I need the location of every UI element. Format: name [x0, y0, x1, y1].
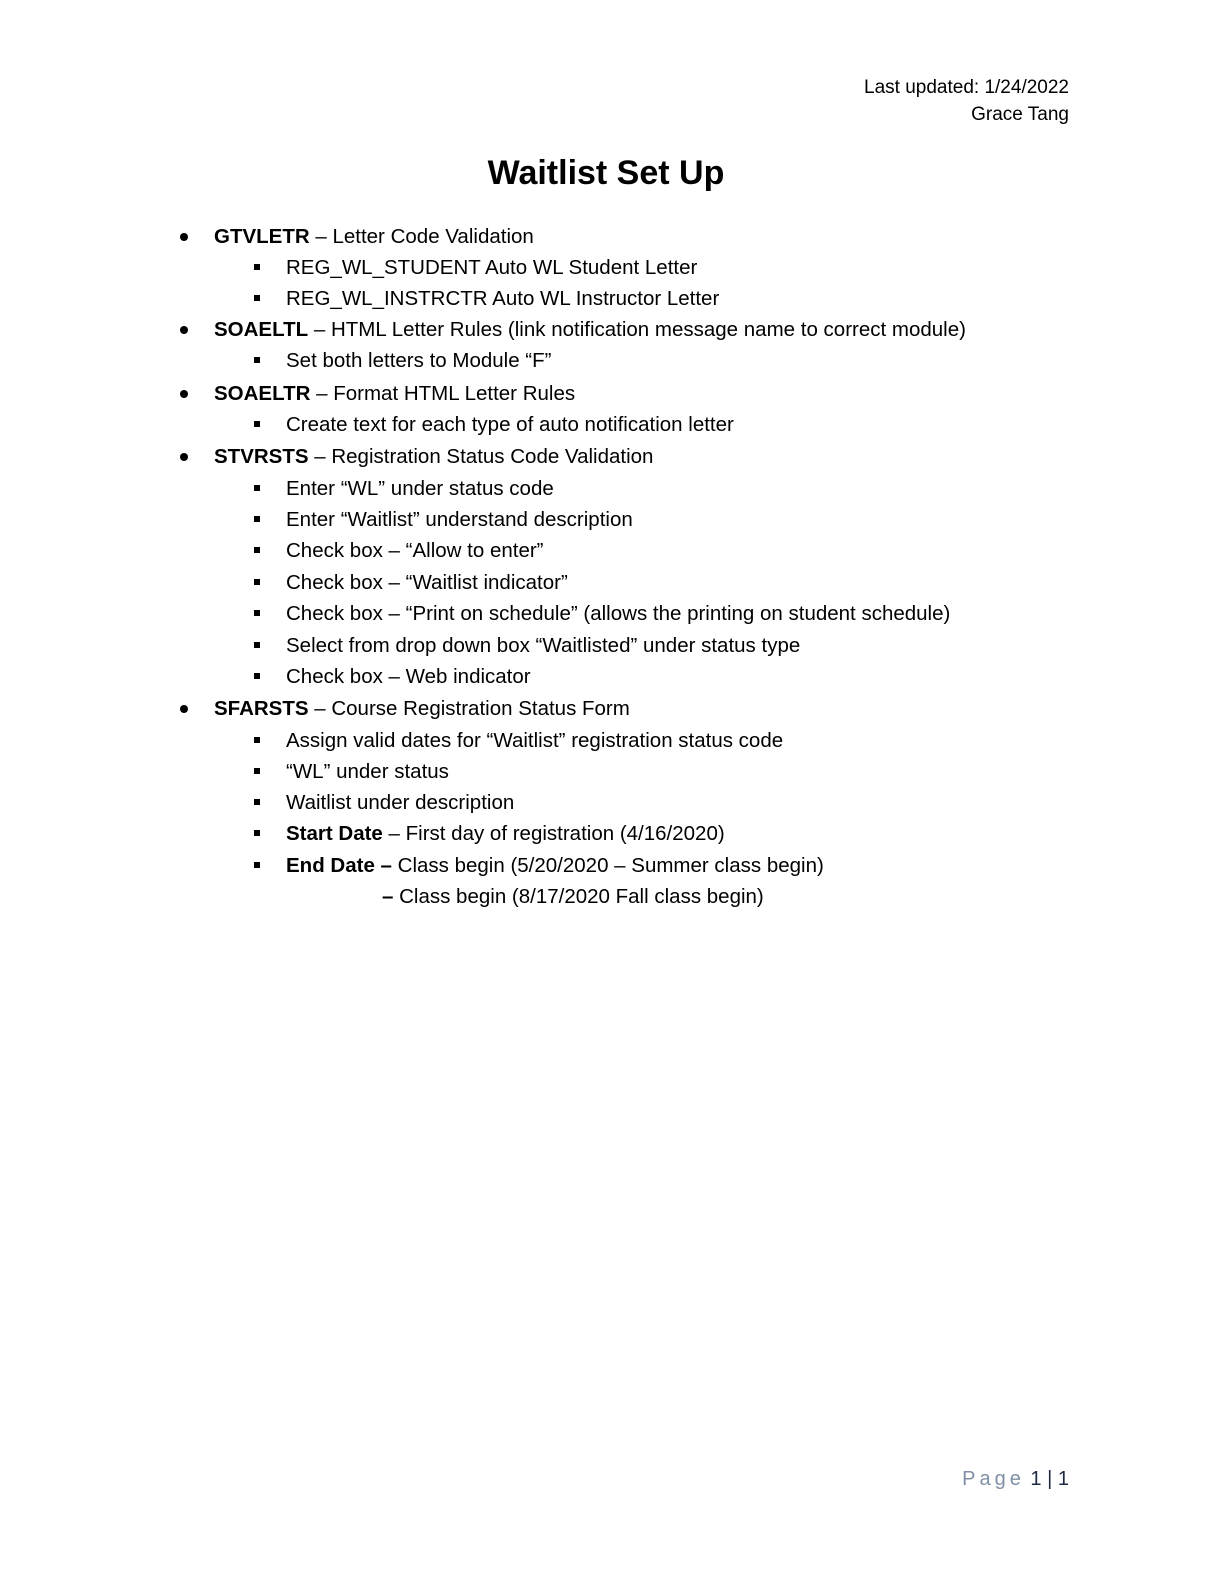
page-footer: [962, 1468, 1069, 1491]
section-soaeltl: [214, 314, 966, 345]
bullet-square-icon: [254, 516, 260, 522]
form-code: SOAELTR: [214, 382, 311, 405]
bullet-square-icon: [254, 673, 260, 679]
bullet-square-icon: [254, 264, 260, 270]
bullet-dot-icon: [180, 390, 188, 398]
bullet-square-icon: [254, 485, 260, 491]
list-item: Enter “WL” under status code: [286, 473, 554, 504]
page-current: 1: [1030, 1468, 1042, 1490]
form-description: – Format HTML Letter Rules: [310, 382, 576, 405]
page-total: 1: [1057, 1468, 1069, 1490]
list-item: Check box – “Allow to enter”: [286, 535, 544, 566]
last-updated: Last updated: 1/24/2022: [864, 77, 1069, 98]
section-stvrsts: [214, 441, 653, 472]
list-item: Check box – “Print on schedule” (allows the printing on student schedule): [286, 598, 950, 629]
list-item: REG_WL_STUDENT Auto WL Student Letter: [286, 252, 697, 283]
end-date-cont-dash: –: [382, 885, 394, 908]
end-date-label: End Date –: [286, 854, 392, 877]
list-item: Create text for each type of auto notification letter: [286, 409, 734, 440]
form-code: SFARSTS: [214, 697, 309, 720]
bullet-square-icon: [254, 830, 260, 836]
author: Grace Tang: [971, 104, 1069, 125]
end-date-text: Class begin (5/20/2020 – Summer class begin): [391, 854, 824, 877]
bullet-square-icon: [254, 579, 260, 585]
end-date-item: [286, 850, 824, 881]
list-item: Check box – Web indicator: [286, 661, 531, 692]
bullet-dot-icon: [180, 453, 188, 461]
list-item: Set both letters to Module “F”: [286, 345, 551, 376]
bullet-square-icon: [254, 610, 260, 616]
form-description: – HTML Letter Rules (link notification message name to correct module): [308, 318, 966, 341]
bullet-square-icon: [254, 295, 260, 301]
form-code: GTVLETR: [214, 225, 310, 248]
list-item: REG_WL_INSTRCTR Auto WL Instructor Letter: [286, 283, 719, 314]
form-description: – Registration Status Code Validation: [308, 445, 654, 468]
form-code: SOAELTL: [214, 318, 309, 341]
bullet-square-icon: [254, 642, 260, 648]
list-item: Enter “Waitlist” understand description: [286, 504, 633, 535]
document-header: [864, 74, 1069, 128]
end-date-cont-text: Class begin (8/17/2020 Fall class begin): [393, 885, 764, 908]
bullet-square-icon: [254, 737, 260, 743]
section-gtvletr: [214, 221, 534, 252]
page-word: Page: [962, 1468, 1025, 1490]
bullet-square-icon: [254, 421, 260, 427]
bullet-square-icon: [254, 547, 260, 553]
bullet-square-icon: [254, 357, 260, 363]
start-date-text: – First day of registration (4/16/2020): [382, 822, 725, 845]
list-item: Select from drop down box “Waitlisted” under status type: [286, 630, 800, 661]
list-item: Assign valid dates for “Waitlist” registration status code: [286, 725, 783, 756]
bullet-square-icon: [254, 862, 260, 868]
start-date-item: [286, 818, 725, 849]
list-item: Check box – “Waitlist indicator”: [286, 567, 568, 598]
start-date-label: Start Date: [286, 822, 383, 845]
page-separator: |: [1047, 1468, 1053, 1490]
section-soaeltr: [214, 378, 575, 409]
section-sfarsts: [214, 693, 630, 724]
form-code: STVRSTS: [214, 445, 309, 468]
form-description: – Letter Code Validation: [309, 225, 534, 248]
bullet-square-icon: [254, 799, 260, 805]
list-item: Waitlist under description: [286, 787, 514, 818]
list-item: “WL” under status: [286, 756, 449, 787]
bullet-dot-icon: [180, 326, 188, 334]
end-date-continuation: [382, 881, 764, 912]
bullet-dot-icon: [180, 233, 188, 241]
bullet-dot-icon: [180, 705, 188, 713]
form-description: – Course Registration Status Form: [308, 697, 630, 720]
page-title: Waitlist Set Up: [487, 154, 725, 192]
bullet-square-icon: [254, 768, 260, 774]
